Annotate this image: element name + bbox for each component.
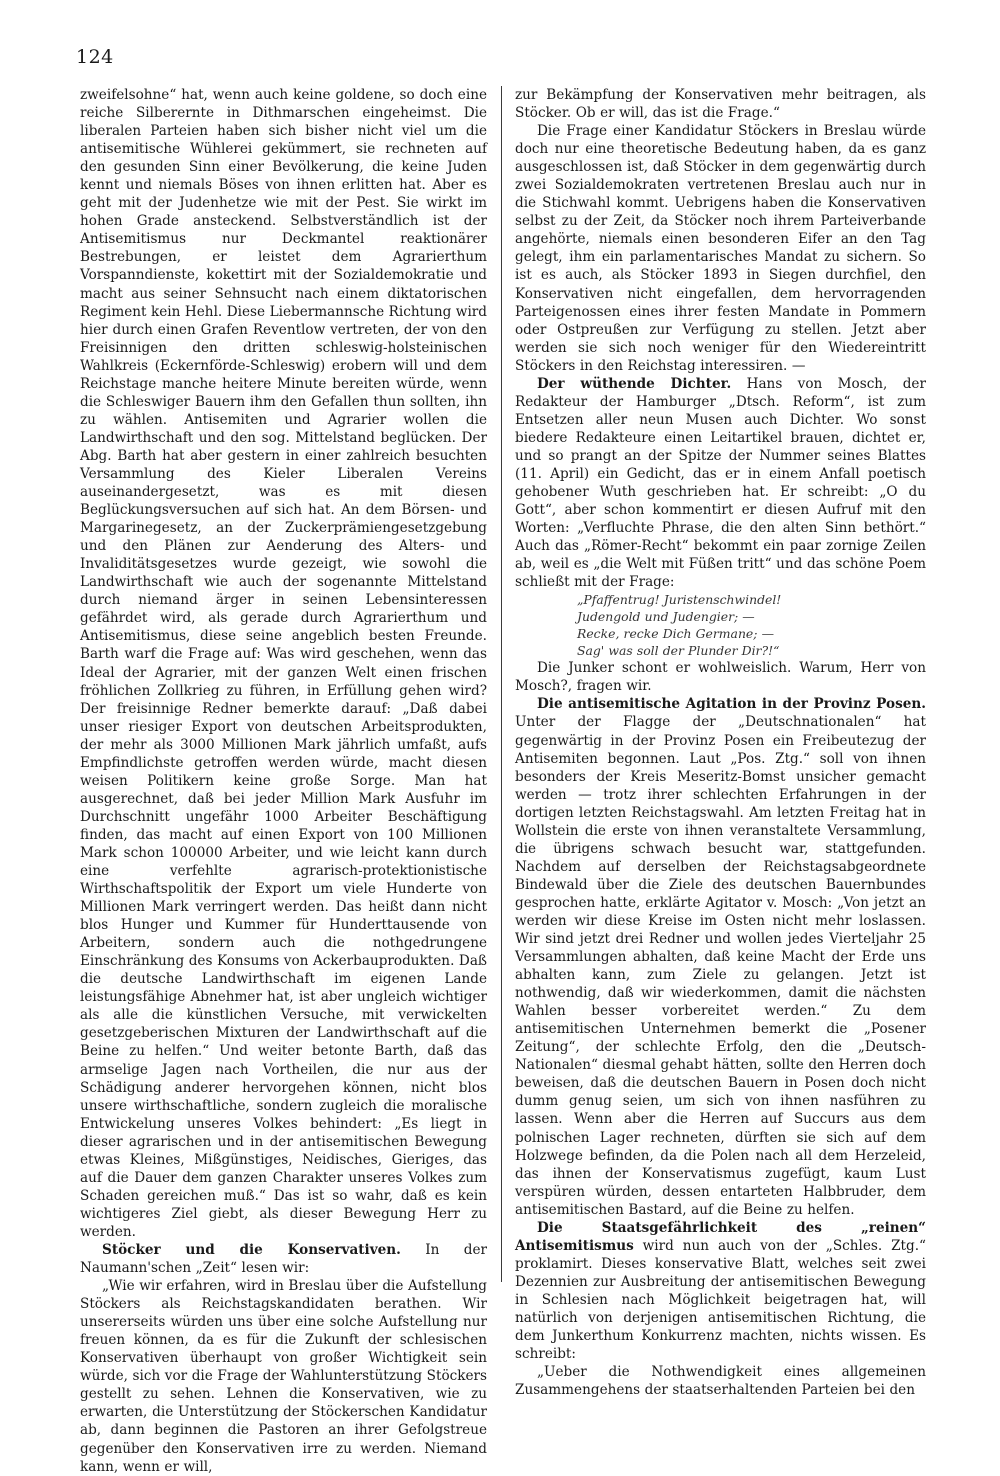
section-heading: Die Staatsgefährlichkeit des „reinen“ Antisemitismus	[515, 1219, 926, 1254]
section-heading: Stöcker und die Konservativen.	[102, 1242, 401, 1258]
poem-quote	[515, 591, 926, 659]
paragraph-quote-continued: zur Bekämpfung der Konservativen mehr beitragen, als Stöcker. Ob er will, das ist die Frage.“	[515, 87, 926, 122]
right-column	[515, 86, 926, 1399]
section-stoecker-conservatives	[80, 1241, 487, 1277]
paragraph-breslau-candidacy: Die Frage einer Kandidatur Stöckers in Breslau würde doch nur eine theoretische Bedeutung haben, da es ganz ausgeschlossen ist, daß Stöcker in dem gegenwärtig durch zwei Sozialdemokraten vertretenen Breslau auch nur in die Stichwahl kommt. Uebrigens haben die Konservativen selbst zu der Zeit, da Stöcker noch ihrem Parteiverbande angehörte, niemals einen besonderen Eifer an den Tag gelegt, ihm ein parlamentarisches Mandat zu sichern. So ist es auch, als Stöcker 1893 in Siegen durchfiel, den Konservativen nicht eingefallen, dem hervorragenden Parteigenossen eines ihrer festen Mandate in Pommern oder Ostpreußen zur Verfügung zu stellen. Jetzt aber werden sie sich noch weniger für den Wiedereintritt Stöckers in den Reichstag interessiren. —	[515, 123, 926, 374]
poem-line: „Pfaffentrug! Juristenschwindel!	[577, 592, 782, 608]
page-number: 124	[76, 46, 114, 68]
paragraph-quote-schles-ztg: „Ueber die Nothwendigkeit eines allgemeinen Zusammengehens der staatserhaltenden Parteien bei den	[515, 1364, 926, 1399]
paragraph-liberals-antisemitism: zweifelsohne“ hat, wenn auch keine goldene, so doch eine reiche Silberernte in Dithmarschen eingeheimst. Die liberalen Parteien haben sich bisher nicht viel um die antisemitische Wühlerei gekümmert, sie rechneten auf den gesunden Sinn einer Bevölkerung, die keine Juden kennt und niemals Böses von ihnen erlitten hat. Aber es geht mit der Judenhetze wie mit der Pest. Sie wirkt im hohen Grade ansteckend. Selbstverständlich ist der Antisemitismus nur Deckmantel reaktionärer Bestrebungen, er leistet dem Agrarierthum Vorspanndienste, kokettirt mit der Sozialdemokratie und macht aus seiner Sehnsucht nach einem diktatorischen Regiment kein Hehl. Diese Liebermannsche Richtung wird hier durch einen Grafen Reventlow vertreten, der von den Freisinnigen den dritten schleswig-holsteinischen Wahlkreis (Eckernförde-Schleswig) erobern will und dem Reichstage manche heitere Minute bereiten würde, wenn die Schleswiger Bauern ihm den Gefallen thun sollten, ihn zu wählen. Antisemiten und Agrarier wollen die Landwirthschaft und den sog. Mittelstand beglücken. Der Abg. Barth hat aber gestern in einer zahlreich besuchten Versammlung des Kieler Liberalen Vereins auseinandergesetzt, was es mit diesen Beglückungsversuchen auf sich hat. An dem Börsen- und Margarinegesetz, an der Zuckerprämiengesetzgebung und den Plänen zur Aenderung des Alters- und Invaliditätsgesetzes wurde gezeigt, wie sowohl die Landwirthschaft wie auch der sogenannte Mittelstand durch niemand ärger in seinen Lebensinteressen gefährdet wird, als gerade durch Agrarierthum und Antisemitismus, diese seine angeblich besten Freunde. Barth warf die Frage auf: Was wird geschehen, wenn das Ideal der Agrarier, mit der ganzen Welt einen frischen fröhlichen Zollkrieg zu führen, in Erfüllung gehen wird? Der freisinnige Redner bemerkte darauf: „Daß dabei unser riesiger Export von deutschen Arbeitsprodukten, der mehr als 3000 Millionen Mark jährlich umfaßt, aufs Empfindlichste getroffen werden würde, macht diesen weisen Politikern keine große Sorge. Man hat ausgerechnet, daß bei jeder Million Mark Ausfuhr im Durchschnitt ungefähr 1000 Arbeiter Beschäftigung finden, das macht auf einen Export von 100 Millionen Mark schon 100000 Arbeiter, und wie leicht kann durch eine verfehlte agrarisch-protektionistische Wirthschaftspolitik der Export um viele Hunderte von Millionen Mark verringert werden. Das heißt dann nicht blos Hunger und Kummer für Hunderttausende von Arbeitern, sondern auch die nothgedrungene Einschränkung des Konsums von Ackerbauprodukten. Daß die deutsche Landwirthschaft im eigenen Lande leistungsfähige Abnehmer hat, ist aber ungleich wichtiger als alle die künstlichen Versuche, mit verwickelten gesetzgeberischen Mixturen der Landwirthschaft auf die Beine zu helfen.“ Und weiter betonte Barth, daß das armselige Jagen nach Vortheilen, die nur aus der Schädigung anderer hervorgehen können, nicht blos unsere wirthschaftliche, sondern zugleich die moralische Entwickelung unseres Volkes behindert: „Es liegt in dieser agrarischen und in der antisemitischen Bewegung etwas Kleines, Mißgünstiges, Neidisches, Gieriges, das auf die Dauer dem ganzen Charakter unseres Volkes zum Schaden gereichen muß.“ Das ist so wahr, daß es kein wichtigeres Ziel giebt, als dieser Bewegung Herr zu werden.	[80, 87, 487, 1240]
poem-line: Recke, recke Dich Germane; —	[577, 626, 774, 642]
poem-line: Sag' was soll der Plunder Dir?!“	[577, 643, 780, 659]
section-posen-agitation	[515, 695, 926, 1218]
left-column	[80, 86, 487, 1475]
section-angry-poet	[515, 375, 926, 592]
section-state-danger	[515, 1219, 926, 1363]
section-body: wird nun auch von der „Schles. Ztg.“ proklamirt. Dieses konservative Blatt, welches seit zwei Dezennien zur Ausbreitung der antisemitischen Bewegung in Schlesien nach Möglichkeit beigetragen hat, will natürlich von derjenigen antisemitischen Richtung, die dem Junkerthum Konkurrenz machten, nichts wissen. Es schreibt:	[515, 1237, 926, 1363]
section-body: Unter der Flagge der „Deutschnationalen“ hat gegenwärtig in der Provinz Posen ein Freibeutezug der Antisemiten begonnen. Laut „Pos. Ztg.“ soll von ihnen besonders der Kreis Meseritz-Bomst unsicher gemacht werden — trotz ihrer schlechten Erfahrungen in der dortigen letzten Reichstagswahl. Am letzten Freitag hat in Wollstein die erste von ihnen veranstaltete Versammlung, die übrigens schwach besucht war, stattgefunden. Nachdem auf derselben der Reichstagsabgeordnete Bindewald über die Ziele des deutschen Bauernbundes gesprochen hatte, erklärte Agitator v. Mosch: „Von jetzt an werden wir diese Kreise im Osten nicht mehr loslassen. Wir sind jetzt drei Redner und wollen jedes Vierteljahr 25 Versammlungen abhalten, daß keine Macht der Erde uns abhalten kann, zum Ziele zu gelangen. Jetzt ist nothwendig, daß wir wiederkommen, damit die nächsten Wahlen besser vorbereitet werden.“ Zu dem antisemitischen Unternehmen bemerkt die „Posener Zeitung“, der schlechte Erfolg, den die „Deutsch-Nationalen“ diesmal gehabt hätten, sollte den Herren doch beweisen, daß die deutschen Bauern in Posen doch nicht dumm genug seien, um sich von ihnen nasführen zu lassen. Wenn aber die Herren auf Succurs aus dem polnischen Lager rechneten, dürften sie sich auf dem Holzwege befinden, da die Polen nach all dem Herzeleid, das ihnen der Konservatismus zugefügt, kaum Lust verspüren würden, dessen entarteten Halbbruder, dem antisemitischen Bastard, auf die Beine zu helfen.	[515, 714, 926, 1218]
section-body: Hans von Mosch, der Redakteur der Hamburger „Dtsch. Reform“, ist zum Entsetzen aller neun Musen auch Dichter. Wo sonst biedere Redakteure einen Leitartikel brauen, dichtet er, und so prangt an der Spitze der Nummer seines Blattes (11. April) ein Gedicht, das er in einem Anfall poetisch gehobener Wuth geschrieben hat. Er schreibt: „O du Gott“, aber schon kommentirt er diesen Aufruf mit den Worten: „Verfluchte Phrase, die den alten Sinn bethört.“ Auch das „Römer-Recht“ bekommt ein paar zornige Zeilen ab, weil es „die Welt mit Füßen tritt“ und das schöne Poem schließt mit der Frage:	[515, 375, 926, 591]
section-heading: Die antisemitische Agitation in der Provinz Posen.	[537, 696, 926, 713]
poem-line: Judengold und Judengier; —	[577, 609, 755, 625]
section-heading: Der wüthende Dichter.	[537, 375, 732, 392]
paragraph-junker-remark: Die Junker schont er wohlweislich. Warum, Herr von Mosch?, fragen wir.	[515, 660, 926, 695]
section-intro: In der Naumann'schen „Zeit“ lesen wir:	[80, 1242, 487, 1277]
column-divider	[501, 86, 502, 1282]
paragraph-quote-zeit: „Wie wir erfahren, wird in Breslau über die Aufstellung Stöckers als Reichstagskandidaten berathen. Wir unsererseits würden uns über eine solche Aufstellung nur freuen können, da es für die Zukunft der schlesischen Konservativen überhaupt von großer Wichtigkeit sein würde, sich vor die Frage der Wahlunterstützung Stöckers gestellt zu sehen. Lehnen die Konservativen, wie zu erwarten, die Unterstützung der Stöckerschen Kandidatur ab, dann beginnen die Pastoren an ihrer Gefolgstreue gegenüber den Konservativen irre zu werden. Niemand kann, wenn er will,	[80, 1278, 487, 1475]
